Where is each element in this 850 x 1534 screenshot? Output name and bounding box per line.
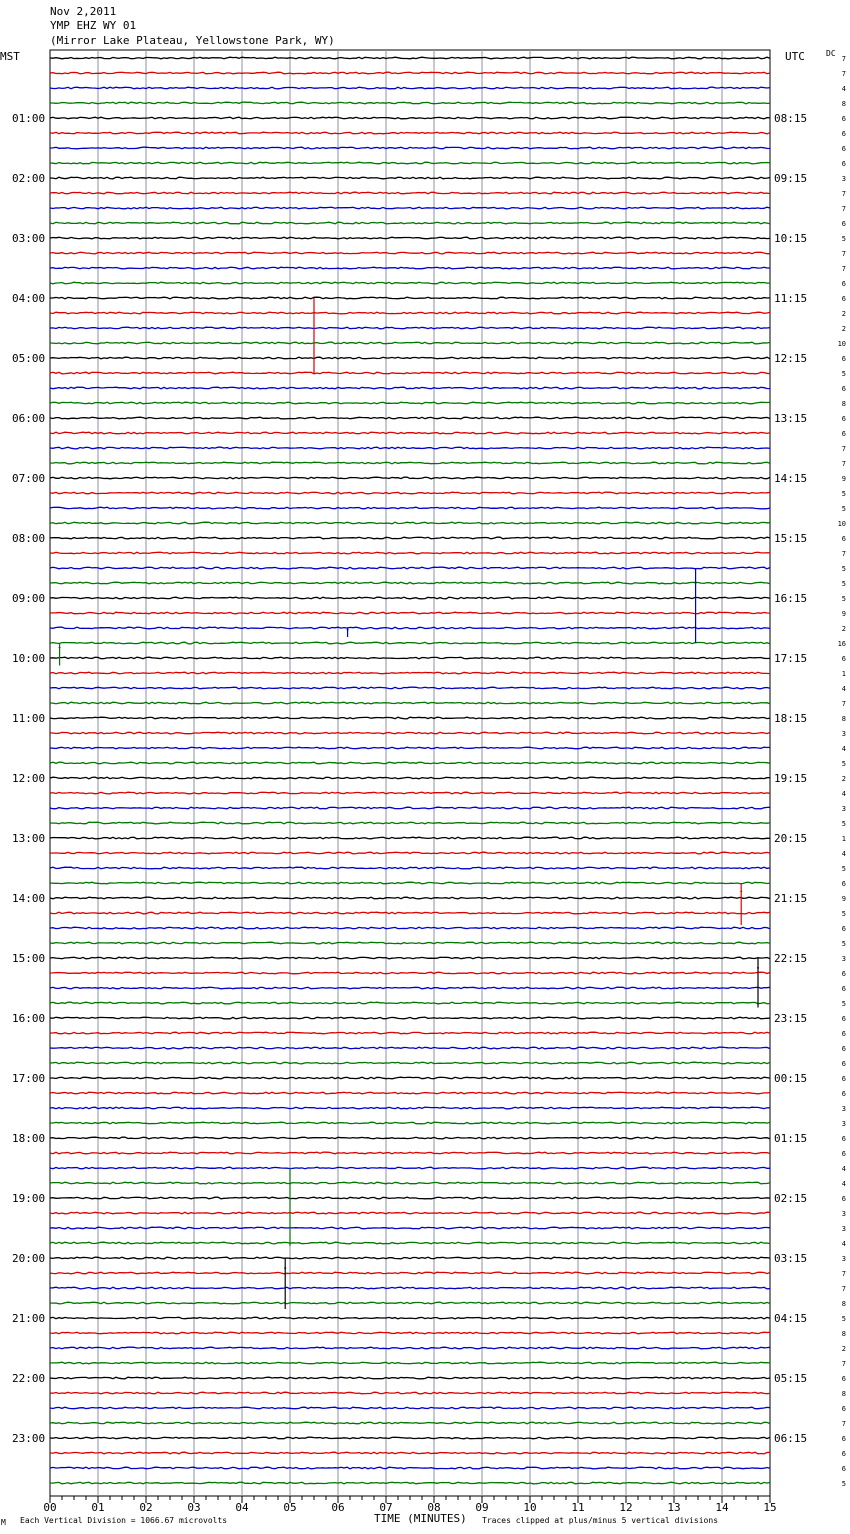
dc-value: 2 — [841, 325, 846, 333]
trace-green — [50, 1062, 770, 1064]
trace-green — [50, 162, 770, 164]
left-hour-label: 21:00 — [12, 1312, 46, 1325]
x-tick-label: 04 — [235, 1501, 249, 1514]
left-hour-label: 13:00 — [12, 832, 46, 845]
dc-value: 6 — [841, 985, 846, 993]
trace-black — [50, 417, 770, 419]
dc-value: 6 — [841, 415, 846, 423]
dc-value: 6 — [841, 430, 846, 438]
right-hour-label: 11:15 — [774, 292, 808, 305]
trace-green — [50, 1002, 770, 1004]
dc-value: 6 — [841, 1015, 846, 1023]
trace-red — [50, 1212, 770, 1214]
dc-value: 2 — [841, 625, 846, 633]
dc-value: 7 — [841, 1270, 846, 1278]
dc-value: 4 — [841, 1240, 846, 1248]
trace-blue — [50, 387, 770, 389]
dc-value: 7 — [841, 70, 846, 78]
x-tick-label: 02 — [139, 1501, 153, 1514]
x-tick-label: 15 — [763, 1501, 777, 1514]
dc-value: 3 — [841, 1210, 846, 1218]
x-tick-label: 08 — [427, 1501, 441, 1514]
left-hour-label: 23:00 — [12, 1432, 46, 1445]
left-hour-label: 15:00 — [12, 952, 46, 965]
dc-value: 6 — [841, 295, 846, 303]
right-hour-label: 22:15 — [774, 952, 808, 965]
dc-value: 5 — [841, 940, 846, 948]
trace-black — [50, 1377, 770, 1379]
dc-value: 5 — [841, 490, 846, 498]
trace-green — [50, 1122, 770, 1124]
trace-blue — [50, 1467, 770, 1469]
dc-value: 10 — [837, 340, 846, 348]
right-hour-label: 12:15 — [774, 352, 808, 365]
dc-value: 6 — [841, 385, 846, 393]
dc-value: 9 — [841, 475, 846, 483]
trace-black — [50, 777, 770, 779]
trace-blue — [50, 867, 770, 869]
dc-value: 6 — [841, 1030, 846, 1038]
trace-blue — [50, 987, 770, 989]
trace-blue — [50, 87, 770, 89]
trace-green — [50, 342, 770, 344]
right-hour-label: 04:15 — [774, 1312, 808, 1325]
trace-red — [50, 732, 770, 734]
dc-value: 8 — [841, 715, 846, 723]
dc-value: 7 — [841, 55, 846, 63]
dc-value: 7 — [841, 460, 846, 468]
dc-value: 7 — [841, 550, 846, 558]
x-tick-label: 12 — [619, 1501, 633, 1514]
trace-red — [50, 1092, 770, 1094]
dc-value: 5 — [841, 505, 846, 513]
dc-value: 5 — [841, 1000, 846, 1008]
dc-value: 3 — [841, 175, 846, 183]
left-hour-label: 12:00 — [12, 772, 46, 785]
trace-black — [50, 657, 770, 659]
dc-value: 6 — [841, 1195, 846, 1203]
dc-value: 8 — [841, 100, 846, 108]
dc-value: 6 — [841, 1075, 846, 1083]
trace-black — [50, 1257, 770, 1259]
dc-value: 6 — [841, 1375, 846, 1383]
dc-value: 6 — [841, 1135, 846, 1143]
header-date: Nov 2,2011 — [50, 5, 117, 18]
trace-red — [50, 1392, 770, 1394]
dc-value: 8 — [841, 1330, 846, 1338]
dc-value: 5 — [841, 760, 846, 768]
dc-value: 6 — [841, 925, 846, 933]
left-hour-label: 03:00 — [12, 232, 46, 245]
trace-green — [50, 222, 770, 224]
trace-green — [50, 1482, 770, 1484]
dc-value: 3 — [841, 1120, 846, 1128]
right-hour-label: 02:15 — [774, 1192, 808, 1205]
right-hour-label: 08:15 — [774, 112, 808, 125]
dc-value: 6 — [841, 880, 846, 888]
dc-value: 3 — [841, 1225, 846, 1233]
trace-black — [50, 357, 770, 359]
dc-value: 3 — [841, 805, 846, 813]
dc-value: 6 — [841, 1465, 846, 1473]
right-hour-label: 10:15 — [774, 232, 808, 245]
left-hour-label: 06:00 — [12, 412, 46, 425]
trace-blue — [50, 507, 770, 509]
dc-value: 6 — [841, 115, 846, 123]
dc-value: 7 — [841, 445, 846, 453]
dc-value: 1 — [841, 670, 846, 678]
trace-green — [50, 282, 770, 284]
left-hour-label: 16:00 — [12, 1012, 46, 1025]
trace-blue — [50, 1167, 770, 1169]
right-hour-label: 19:15 — [774, 772, 808, 785]
dc-value: 3 — [841, 1105, 846, 1113]
dc-value: 6 — [841, 1045, 846, 1053]
trace-red — [50, 72, 770, 74]
right-hour-label: 20:15 — [774, 832, 808, 845]
trace-red — [50, 312, 770, 314]
dc-value: 4 — [841, 85, 846, 93]
dc-value: 9 — [841, 895, 846, 903]
trace-red — [50, 612, 770, 614]
right-hour-label: 17:15 — [774, 652, 808, 665]
dc-value: 5 — [841, 370, 846, 378]
dc-value: 3 — [841, 730, 846, 738]
right-hour-label: 03:15 — [774, 1252, 808, 1265]
dc-value: 6 — [841, 1405, 846, 1413]
corner-mark: M — [1, 1518, 6, 1527]
dc-value: 7 — [841, 190, 846, 198]
dc-value: 7 — [841, 1420, 846, 1428]
left-timezone-label: MST — [0, 50, 20, 63]
dc-value: 6 — [841, 1435, 846, 1443]
x-axis-title: TIME (MINUTES) — [374, 1512, 467, 1525]
dc-value: 6 — [841, 130, 846, 138]
dc-value: 7 — [841, 250, 846, 258]
left-hour-label: 02:00 — [12, 172, 46, 185]
trace-green — [50, 942, 770, 944]
trace-black — [50, 297, 770, 299]
right-hour-label: 23:15 — [774, 1012, 808, 1025]
dc-value: 5 — [841, 580, 846, 588]
trace-blue — [50, 687, 770, 689]
dc-value: 2 — [841, 310, 846, 318]
trace-black — [50, 537, 770, 539]
x-tick-label: 07 — [379, 1501, 393, 1514]
dc-column-label: DC — [826, 49, 836, 58]
dc-value: 4 — [841, 745, 846, 753]
trace-blue — [50, 1407, 770, 1409]
trace-red — [50, 972, 770, 974]
trace-red — [50, 1272, 770, 1274]
trace-green — [50, 1302, 770, 1304]
left-hour-label: 19:00 — [12, 1192, 46, 1205]
dc-value: 8 — [841, 400, 846, 408]
dc-value: 3 — [841, 1255, 846, 1263]
trace-green — [50, 522, 770, 524]
left-hour-label: 05:00 — [12, 352, 46, 365]
clip-note: Traces clipped at plus/minus 5 vertical divisions — [482, 1516, 719, 1525]
dc-value: 6 — [841, 1150, 846, 1158]
trace-blue — [50, 567, 770, 569]
dc-value: 8 — [841, 1390, 846, 1398]
left-hour-label: 18:00 — [12, 1132, 46, 1145]
trace-blue — [50, 1107, 770, 1109]
trace-red — [50, 552, 770, 554]
trace-green — [50, 702, 770, 704]
trace-blue — [50, 927, 770, 929]
dc-value: 4 — [841, 790, 846, 798]
dc-value: 4 — [841, 685, 846, 693]
left-hour-label: 20:00 — [12, 1252, 46, 1265]
dc-value: 7 — [841, 205, 846, 213]
plot-frame — [50, 50, 770, 1496]
trace-green — [50, 642, 770, 644]
trace-blue — [50, 207, 770, 209]
dc-value: 6 — [841, 1090, 846, 1098]
header-station: YMP EHZ WY 01 — [50, 19, 137, 32]
dc-value: 6 — [841, 145, 846, 153]
trace-blue — [50, 147, 770, 149]
right-hour-label: 15:15 — [774, 532, 808, 545]
dc-value: 6 — [841, 655, 846, 663]
trace-green — [50, 1422, 770, 1424]
trace-red — [50, 1332, 770, 1334]
right-hour-label: 00:15 — [774, 1072, 808, 1085]
dc-value: 5 — [841, 595, 846, 603]
left-hour-label: 09:00 — [12, 592, 46, 605]
x-tick-label: 09 — [475, 1501, 489, 1514]
right-timezone-label: UTC — [785, 50, 805, 63]
trace-black — [50, 717, 770, 719]
right-hour-label: 21:15 — [774, 892, 808, 905]
trace-red — [50, 792, 770, 794]
x-tick-label: 03 — [187, 1501, 201, 1514]
trace-black — [50, 1137, 770, 1139]
dc-value: 5 — [841, 565, 846, 573]
left-hour-label: 11:00 — [12, 712, 46, 725]
trace-blue — [50, 327, 770, 329]
right-hour-label: 05:15 — [774, 1372, 808, 1385]
dc-value: 6 — [841, 220, 846, 228]
dc-value: 6 — [841, 535, 846, 543]
dc-value: 4 — [841, 1180, 846, 1188]
left-hour-label: 10:00 — [12, 652, 46, 665]
dc-value: 6 — [841, 160, 846, 168]
trace-blue — [50, 447, 770, 449]
dc-value: 7 — [841, 265, 846, 273]
left-hour-label: 04:00 — [12, 292, 46, 305]
trace-red — [50, 372, 770, 374]
left-hour-label: 14:00 — [12, 892, 46, 905]
right-hour-label: 01:15 — [774, 1132, 808, 1145]
dc-value: 7 — [841, 1285, 846, 1293]
dc-value: 2 — [841, 775, 846, 783]
dc-value: 5 — [841, 1315, 846, 1323]
trace-blue — [50, 1227, 770, 1229]
x-tick-label: 14 — [715, 1501, 729, 1514]
right-hour-label: 13:15 — [774, 412, 808, 425]
dc-value: 5 — [841, 910, 846, 918]
trace-blue — [50, 747, 770, 749]
dc-value: 6 — [841, 1450, 846, 1458]
dc-value: 4 — [841, 850, 846, 858]
left-hour-label: 22:00 — [12, 1372, 46, 1385]
right-hour-label: 16:15 — [774, 592, 808, 605]
dc-value: 6 — [841, 970, 846, 978]
dc-value: 7 — [841, 700, 846, 708]
dc-value: 7 — [841, 1360, 846, 1368]
trace-black — [50, 1077, 770, 1079]
dc-value: 5 — [841, 235, 846, 243]
trace-red — [50, 672, 770, 674]
x-tick-label: 13 — [667, 1501, 681, 1514]
trace-red — [50, 1452, 770, 1454]
trace-black — [50, 1017, 770, 1019]
trace-black — [50, 1197, 770, 1199]
trace-black — [50, 117, 770, 119]
trace-red — [50, 1152, 770, 1154]
trace-black — [50, 1437, 770, 1439]
trace-red — [50, 192, 770, 194]
trace-black — [50, 597, 770, 599]
trace-green — [50, 822, 770, 824]
dc-value: 2 — [841, 1345, 846, 1353]
trace-red — [50, 1032, 770, 1034]
trace-blue — [50, 807, 770, 809]
trace-blue — [50, 1047, 770, 1049]
x-tick-label: 11 — [571, 1501, 585, 1514]
x-tick-label: 00 — [43, 1501, 57, 1514]
left-hour-label: 17:00 — [12, 1072, 46, 1085]
dc-value: 1 — [841, 835, 846, 843]
left-hour-label: 07:00 — [12, 472, 46, 485]
trace-blue — [50, 1347, 770, 1349]
trace-green — [50, 462, 770, 464]
trace-black — [50, 957, 770, 959]
left-hour-label: 08:00 — [12, 532, 46, 545]
trace-black — [50, 237, 770, 239]
trace-green — [50, 1242, 770, 1244]
trace-blue — [50, 627, 770, 629]
dc-value: 6 — [841, 355, 846, 363]
right-hour-label: 18:15 — [774, 712, 808, 725]
right-hour-label: 14:15 — [774, 472, 808, 485]
trace-green — [50, 762, 770, 764]
dc-value: 5 — [841, 865, 846, 873]
trace-black — [50, 837, 770, 839]
dc-value: 6 — [841, 1060, 846, 1068]
dc-value: 8 — [841, 1300, 846, 1308]
trace-red — [50, 492, 770, 494]
right-hour-label: 06:15 — [774, 1432, 808, 1445]
trace-green — [50, 1182, 770, 1184]
dc-value: 16 — [837, 640, 846, 648]
trace-green — [50, 582, 770, 584]
trace-green — [50, 1362, 770, 1364]
trace-red — [50, 432, 770, 434]
header-location: (Mirror Lake Plateau, Yellowstone Park, WY) — [50, 34, 335, 47]
scale-note: Each Vertical Division = 1066.67 microvolts — [20, 1516, 228, 1525]
left-hour-label: 01:00 — [12, 112, 46, 125]
trace-red — [50, 252, 770, 254]
trace-black — [50, 477, 770, 479]
trace-red — [50, 852, 770, 854]
dc-value: 5 — [841, 1480, 846, 1488]
trace-black — [50, 177, 770, 179]
x-tick-label: 06 — [331, 1501, 345, 1514]
dc-value: 9 — [841, 610, 846, 618]
trace-red — [50, 912, 770, 914]
trace-red — [50, 132, 770, 134]
x-tick-label: 10 — [523, 1501, 537, 1514]
trace-black — [50, 897, 770, 899]
dc-value: 10 — [837, 520, 846, 528]
right-hour-label: 09:15 — [774, 172, 808, 185]
x-tick-label: 01 — [91, 1501, 105, 1514]
trace-black — [50, 57, 770, 59]
trace-blue — [50, 1287, 770, 1289]
trace-green — [50, 102, 770, 104]
dc-value: 5 — [841, 820, 846, 828]
trace-blue — [50, 267, 770, 269]
dc-value: 4 — [841, 1165, 846, 1173]
trace-black — [50, 1317, 770, 1319]
x-tick-label: 05 — [283, 1501, 297, 1514]
trace-green — [50, 402, 770, 404]
dc-value: 3 — [841, 955, 846, 963]
trace-green — [50, 882, 770, 884]
dc-value: 6 — [841, 280, 846, 288]
